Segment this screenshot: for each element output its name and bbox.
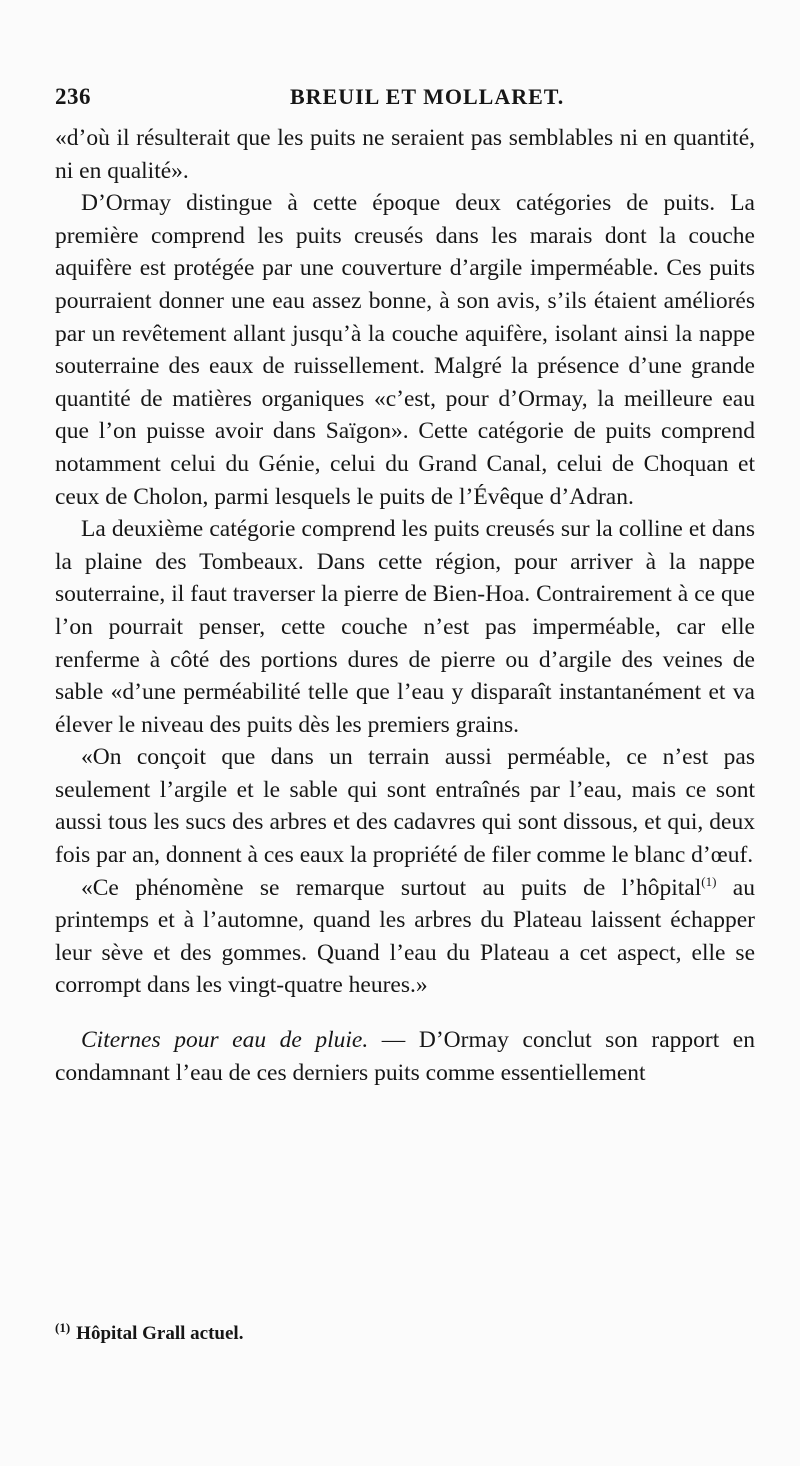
running-head: BREUIL ET MOLLARET. [290,84,565,109]
paragraph-first-category: D’Ormay distingue à cette époque deux catégories de puits. La première comprend les puits creusés dans les marais dont la couche aquifère est protégée par une couverture d’argile imperméable. Ces puits pourraient donner une eau assez bonne, à son avis, s’ils étaient améliorés par un revêtement allant jusqu’à la couche aquifère, isolant ainsi la nappe souterraine des eaux de ruissellement. Malgré la présence d’une grande quantité de matières organiques «c’est, pour d’Ormay, la meilleure eau que l’on puisse avoir dans Saïgon». Cette catégorie de puits comprend notamment celui du Génie, celui du Grand Canal, celui de Choquan et ceux de Cholon, parmi lesquels le puits de l’Évêque d’Adran. [55,190,755,510]
paragraph-permeable-terrain: «On conçoit que dans un terrain aussi perméable, ce n’est pas seulement l’argile et le sable qui sont entraînés par l’eau, mais ce sont aussi tous les sucs des arbres et des cadavres qui sont dissous, et qui, deux fois par an, donnent à ces eaux la propriété de filer comme le blanc d’œuf. [55,744,755,869]
footnote-text: Hôpital Grall actuel. [76,1323,244,1344]
section-heading-cisterns: Citernes pour eau de pluie. [81,1027,369,1054]
paragraph-hospital-phenomenon [55,872,755,1002]
body-text [55,122,755,1089]
paragraph-second-category: La deuxième catégorie comprend les puits creusés sur la colline et dans la plaine des Tombeaux. Dans cette région, pour arriver à la nappe souterraine, il faut traverser la pierre de Bien-Hoa. Contrairement à ce que l’on pourrait penser, cette couche n’est pas imperméable, car elle renferme à côté des portions dures de pierre ou d’argile des veines de sable «d’une perméabilité telle que l’eau y disparaît instantanément et va élever le niveau des puits dès les premiers grains. [55,516,755,738]
paragraph-continuation: «d’où il résulterait que les puits ne seraient pas semblables ni en quantité, ni en qualité». [55,125,755,184]
paragraph-cisterns [55,1024,755,1089]
paragraph-hospital-text-end: au printemps et à l’automne, quand les arbres du Plateau laissent échapper leur sève et des gommes. Quand l’eau du Plateau a cet aspect, elle se corrompt dans les vingt-quatre heures.» [55,874,755,999]
footnote [55,1319,755,1345]
paragraph-hospital-text-start: «Ce phénomène se remarque surtout au puits de l’hôpital [81,874,702,901]
paragraph-cisterns-text: — D’Ormay conclut son rapport en condamnant l’eau de ces derniers puits comme essentiellement [55,1027,755,1086]
footnote-reference: (1) [701,873,717,889]
footnote-mark: (1) [55,1319,71,1335]
page-number: 236 [55,84,91,109]
page-header [55,84,755,114]
